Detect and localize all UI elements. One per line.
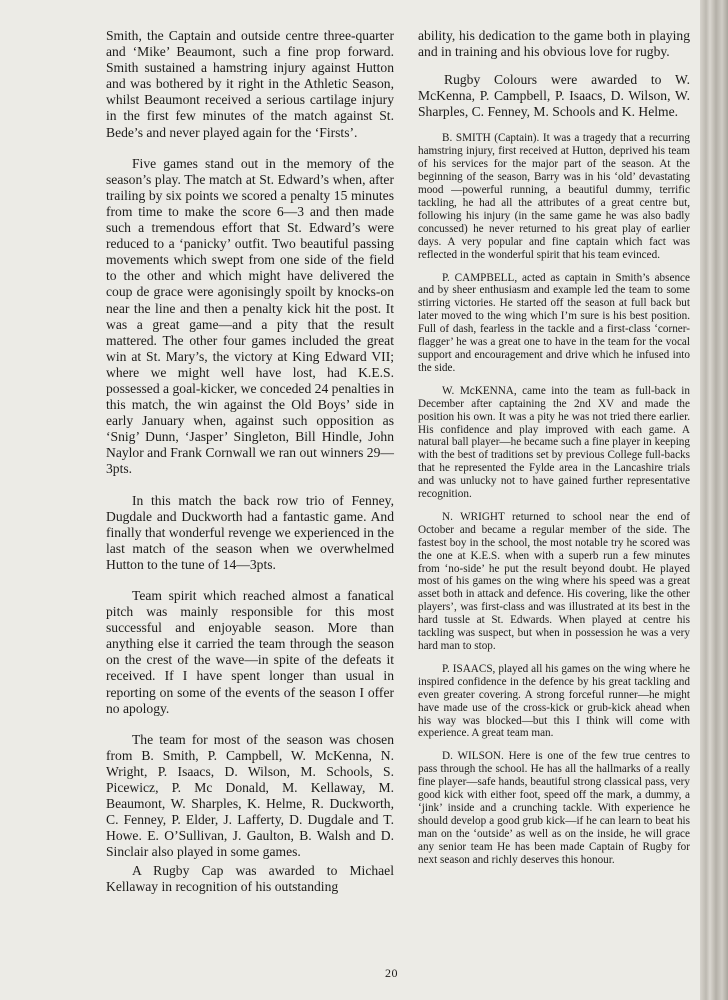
profile-n-wright: N. WRIGHT returned to school near the end of October and became a regular member of the side. The fastest boy in the school, the most notable try he scored was the one at K.E.S. when with a superb run a few minutes from ‘no-side’ he put the result beyond doubt. He played most of his games on the wing where his speed was a great asset both in attack and defence. His covering, like the other players’, was first-class and was illustrated at its best in the hard tussle at St. Edwards. When played at centre his tackling was suspect, but when in possession he was a very hard man to stop. <box>418 510 690 652</box>
page-edges <box>700 0 728 1000</box>
profile-d-wilson: D. WILSON. Here is one of the few true centres to pass through the school. He has all the hallmarks of a really fine player—safe hands, beautiful strong classical pass, very good kick with either foot, speed off the mark, a dummy, a ‘jink’ inside and a crunching tackle. With experience he should develop a good grub kick—if he can learn to beat his man on the ‘outside’ as well as on the inside, he will grace any senior team He has been made Captain of Rugby for next season and richly deserves this honour. <box>418 750 690 866</box>
paragraph-smith-beaumont: Smith, the Captain and outside centre three-quarter and ‘Mike’ Beaumont, such a fine prop forward. Smith sustained a hamstring injury against Hutton and was bothered by it right in the Athletic Season, whilst Beaumont received a serious cartilage injury in the first few minutes of the match against St. Bede’s and never played again for the ‘Firsts’. <box>106 28 394 140</box>
right-column <box>418 28 690 877</box>
paragraph-rugby-colours: Rugby Colours were awarded to W. McKenna, P. Campbell, P. Isaacs, D. Wilson, W. Sharples, C. Fenney, M. Schools and K. Helme. <box>418 72 690 120</box>
left-column <box>106 28 394 910</box>
profile-b-smith: B. SMITH (Captain). It was a tragedy that a recurring hamstring injury, first received at Hutton, deprived his team of his services for the major part of the season. At the beginning of the season, Barry was in his ‘old’ devastating mood —powerful running, a beautiful dummy, terrific tackling, he had all the attributes of a great centre but, following his injury (in the same game he was also badly concussed) he never returned to his great play of earlier days. A very popular and fine captain which fact was reflected in the wonderful spirit that his team evinced. <box>418 132 690 261</box>
paragraph-continuation: ability, his dedication to the game both in playing and in training and his obvious love for rugby. <box>418 28 690 60</box>
paragraph-five-games: Five games stand out in the memory of the season’s play. The match at St. Edward’s when, after trailing by six points we scored a penalty 15 minutes from time to make the score 6—3 and then made such a tremendous effort that St. Edward’s were reduced to a ‘panicky’ outfit. Two beautiful passing movements which swept from one side of the field to the other and which might have delivered the coup de grace were agonisingly spoilt by knocks-on near the line and then a penalty kick hit the post. It was a great game—and a pity that the result mattered. The other four games included the great win at St. Mary’s, the victory at King Edward VII; where we might well have lost, had K.E.S. possessed a goal-kicker, we conceded 24 penalties in this match, the win against the Old Boys’ side in early January when, against such opposition as ‘Snig’ Dunn, ‘Jasper’ Singleton, Bill Hindle, John Naylor and Frank Cornwall we ran out winners 29—3pts. <box>106 155 394 477</box>
paragraph-rugby-cap: A Rugby Cap was awarded to Michael Kellaway in recognition of his outstanding <box>106 862 394 894</box>
paragraph-team-list: The team for most of the season was chosen from B. Smith, P. Campbell, W. McKenna, N. Wright, P. Isaacs, D. Wilson, M. Schools, S. Picewicz, P. Mc Donald, M. Kellaway, M. Beaumont, W. Sharples, K. Helme, R. Duckworth, C. Fenney, P. Elder, J. Lafferty, D. Dugdale and T. Howe. E. O’Sullivan, J. Gaulton, B. Walsh and D. Sinclair also played in some games. <box>106 731 394 860</box>
profile-p-campbell: P. CAMPBELL, acted as captain in Smith’s absence and by sheer enthusiasm and example led the team to some stirring victories. He started off the season at full back but later moved to the wing which I’m sure is his best position. Full of dash, fearless in the tackle and a first-class ‘corner-flagger’ he was a great one to have in the team for the vocal support and encouragement and drive which he infused into the side. <box>418 271 690 374</box>
page-number: 20 <box>385 966 398 980</box>
profile-p-isaacs: P. ISAACS, played all his games on the wing where he inspired confidence in the defence by his great tackling and even greater covering. A strong forceful runner—he might have made use of the cross-kick or grub-kick ahead when his way was blocked—but this I think will come with experience. A great team man. <box>418 662 690 740</box>
paragraph-team-spirit: Team spirit which reached almost a fanatical pitch was mainly responsible for this most successful and enjoyable season. More than anything else it carried the team through the season on the crest of the wave—in spite of the defeats it received. If I have spent longer than usual in reporting on some of the events of the season I offer no apology. <box>106 588 394 716</box>
paragraph-back-row: In this match the back row trio of Fenney, Dugdale and Duckworth had a fantastic game. And finally that wonderful revenge we experienced in the last match of the season when we overwhelmed Hutton to the tune of 14—3pts. <box>106 492 394 572</box>
profile-w-mckenna: W. McKENNA, came into the team as full-back in December after captaining the 2nd XV and made the position his own. It was a pity he was not tried there earlier. His confidence and play improved with each game. A natural ball player—he became such a fine player in keeping with the best of traditions set by previous College full-backs that he represented the Fylde area in the Lancashire trials and was unlucky not to have gained further representative recognition. <box>418 384 690 501</box>
